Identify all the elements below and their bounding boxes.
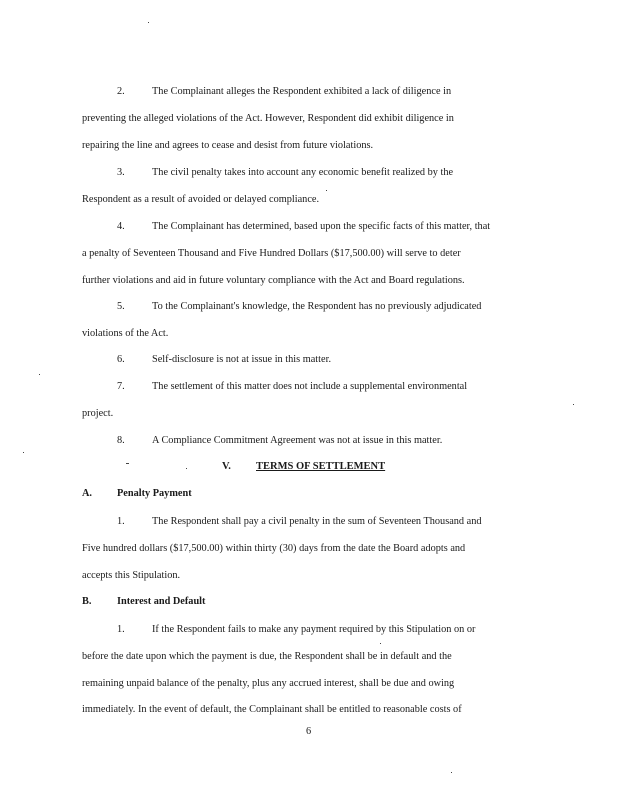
paragraph-text: The Complainant alleges the Respondent exhibited a lack of diligence in <box>152 86 452 97</box>
scan-speck <box>380 643 381 644</box>
paragraph-number: 3. <box>117 167 125 178</box>
paragraph-text: A Compliance Commitment Agreement was not at issue in this matter. <box>152 435 443 446</box>
page-number: 6 <box>306 726 312 737</box>
paragraph-number: 7. <box>117 381 125 392</box>
paragraph-7-line-2: project. <box>82 408 114 419</box>
paragraph-5-line-1 <box>117 300 567 313</box>
paragraph-4-line-2: a penalty of Seventeen Thousand and Five Hundred Dollars ($17,500.00) will serve to deter <box>82 248 461 259</box>
section-number: V. <box>222 461 231 472</box>
paragraph-number: 2. <box>117 86 125 97</box>
paragraph-text: If the Respondent fails to make any payment required by this Stipulation on or <box>152 624 476 635</box>
paragraph-text: The civil penalty takes into account any economic benefit realized by the <box>152 167 454 178</box>
paragraph-2-line-1 <box>117 85 567 98</box>
subsection-title: Penalty Payment <box>117 488 192 499</box>
paragraph-number: 8. <box>117 435 125 446</box>
paragraph-text: The Complainant has determined, based upon the specific facts of this matter, that <box>152 221 491 232</box>
subsection-b-heading <box>82 596 205 607</box>
scan-speck <box>39 374 40 375</box>
scan-speck <box>326 190 327 191</box>
scan-speck <box>23 452 24 453</box>
subsection-title: Interest and Default <box>117 596 206 607</box>
paragraph-number: 5. <box>117 301 125 312</box>
subsection-a-line-1 <box>117 515 567 528</box>
subsection-a-line-2: Five hundred dollars ($17,500.00) within thirty (30) days from the date the Board adopts and <box>82 543 466 554</box>
scan-speck <box>451 772 452 773</box>
paragraph-text: The settlement of this matter does not include a supplemental environmental <box>152 381 468 392</box>
subsection-b-line-3: remaining unpaid balance of the penalty, plus any accrued interest, shall be due and owing <box>82 678 455 689</box>
subsection-b-line-4: immediately. In the event of default, the Complainant shall be entitled to reasonable costs of <box>82 704 462 715</box>
paragraph-text: The Respondent shall pay a civil penalty in the sum of Seventeen Thousand and <box>152 516 482 527</box>
subsection-letter: A. <box>82 488 93 499</box>
paragraph-number: 1. <box>117 624 125 635</box>
paragraph-8-line-1 <box>117 434 567 447</box>
paragraph-2-line-3: repairing the line and agrees to cease and desist from future violations. <box>82 140 374 151</box>
subsection-b-line-2: before the date upon which the payment is due, the Respondent shall be in default and the <box>82 651 452 662</box>
paragraph-5-line-2: violations of the Act. <box>82 328 169 339</box>
paragraph-4-line-3: further violations and aid in future voluntary compliance with the Act and Board regulations. <box>82 275 465 286</box>
scan-speck <box>573 404 574 405</box>
section-title: TERMS OF SETTLEMENT <box>256 461 386 472</box>
scan-speck <box>186 468 187 469</box>
subsection-letter: B. <box>82 596 92 607</box>
paragraph-6-line-1 <box>117 353 567 366</box>
paragraph-text: Self-disclosure is not at issue in this matter. <box>152 354 332 365</box>
paragraph-number: 6. <box>117 354 125 365</box>
scan-speck <box>126 463 129 464</box>
paragraph-2-line-2: preventing the alleged violations of the Act. However, Respondent did exhibit diligence in <box>82 113 454 124</box>
paragraph-4-line-1 <box>117 220 567 233</box>
subsection-a-heading <box>82 488 192 499</box>
section-heading <box>222 461 385 472</box>
subsection-b-line-1 <box>117 623 567 636</box>
paragraph-3-line-1 <box>117 166 567 179</box>
paragraph-number: 4. <box>117 221 125 232</box>
scan-speck <box>148 22 149 23</box>
paragraph-3-line-2: Respondent as a result of avoided or delayed compliance. <box>82 194 320 205</box>
paragraph-number: 1. <box>117 516 125 527</box>
paragraph-7-line-1 <box>117 380 567 393</box>
paragraph-text: To the Complainant's knowledge, the Respondent has no previously adjudicated <box>152 301 482 312</box>
subsection-a-line-3: accepts this Stipulation. <box>82 570 181 581</box>
